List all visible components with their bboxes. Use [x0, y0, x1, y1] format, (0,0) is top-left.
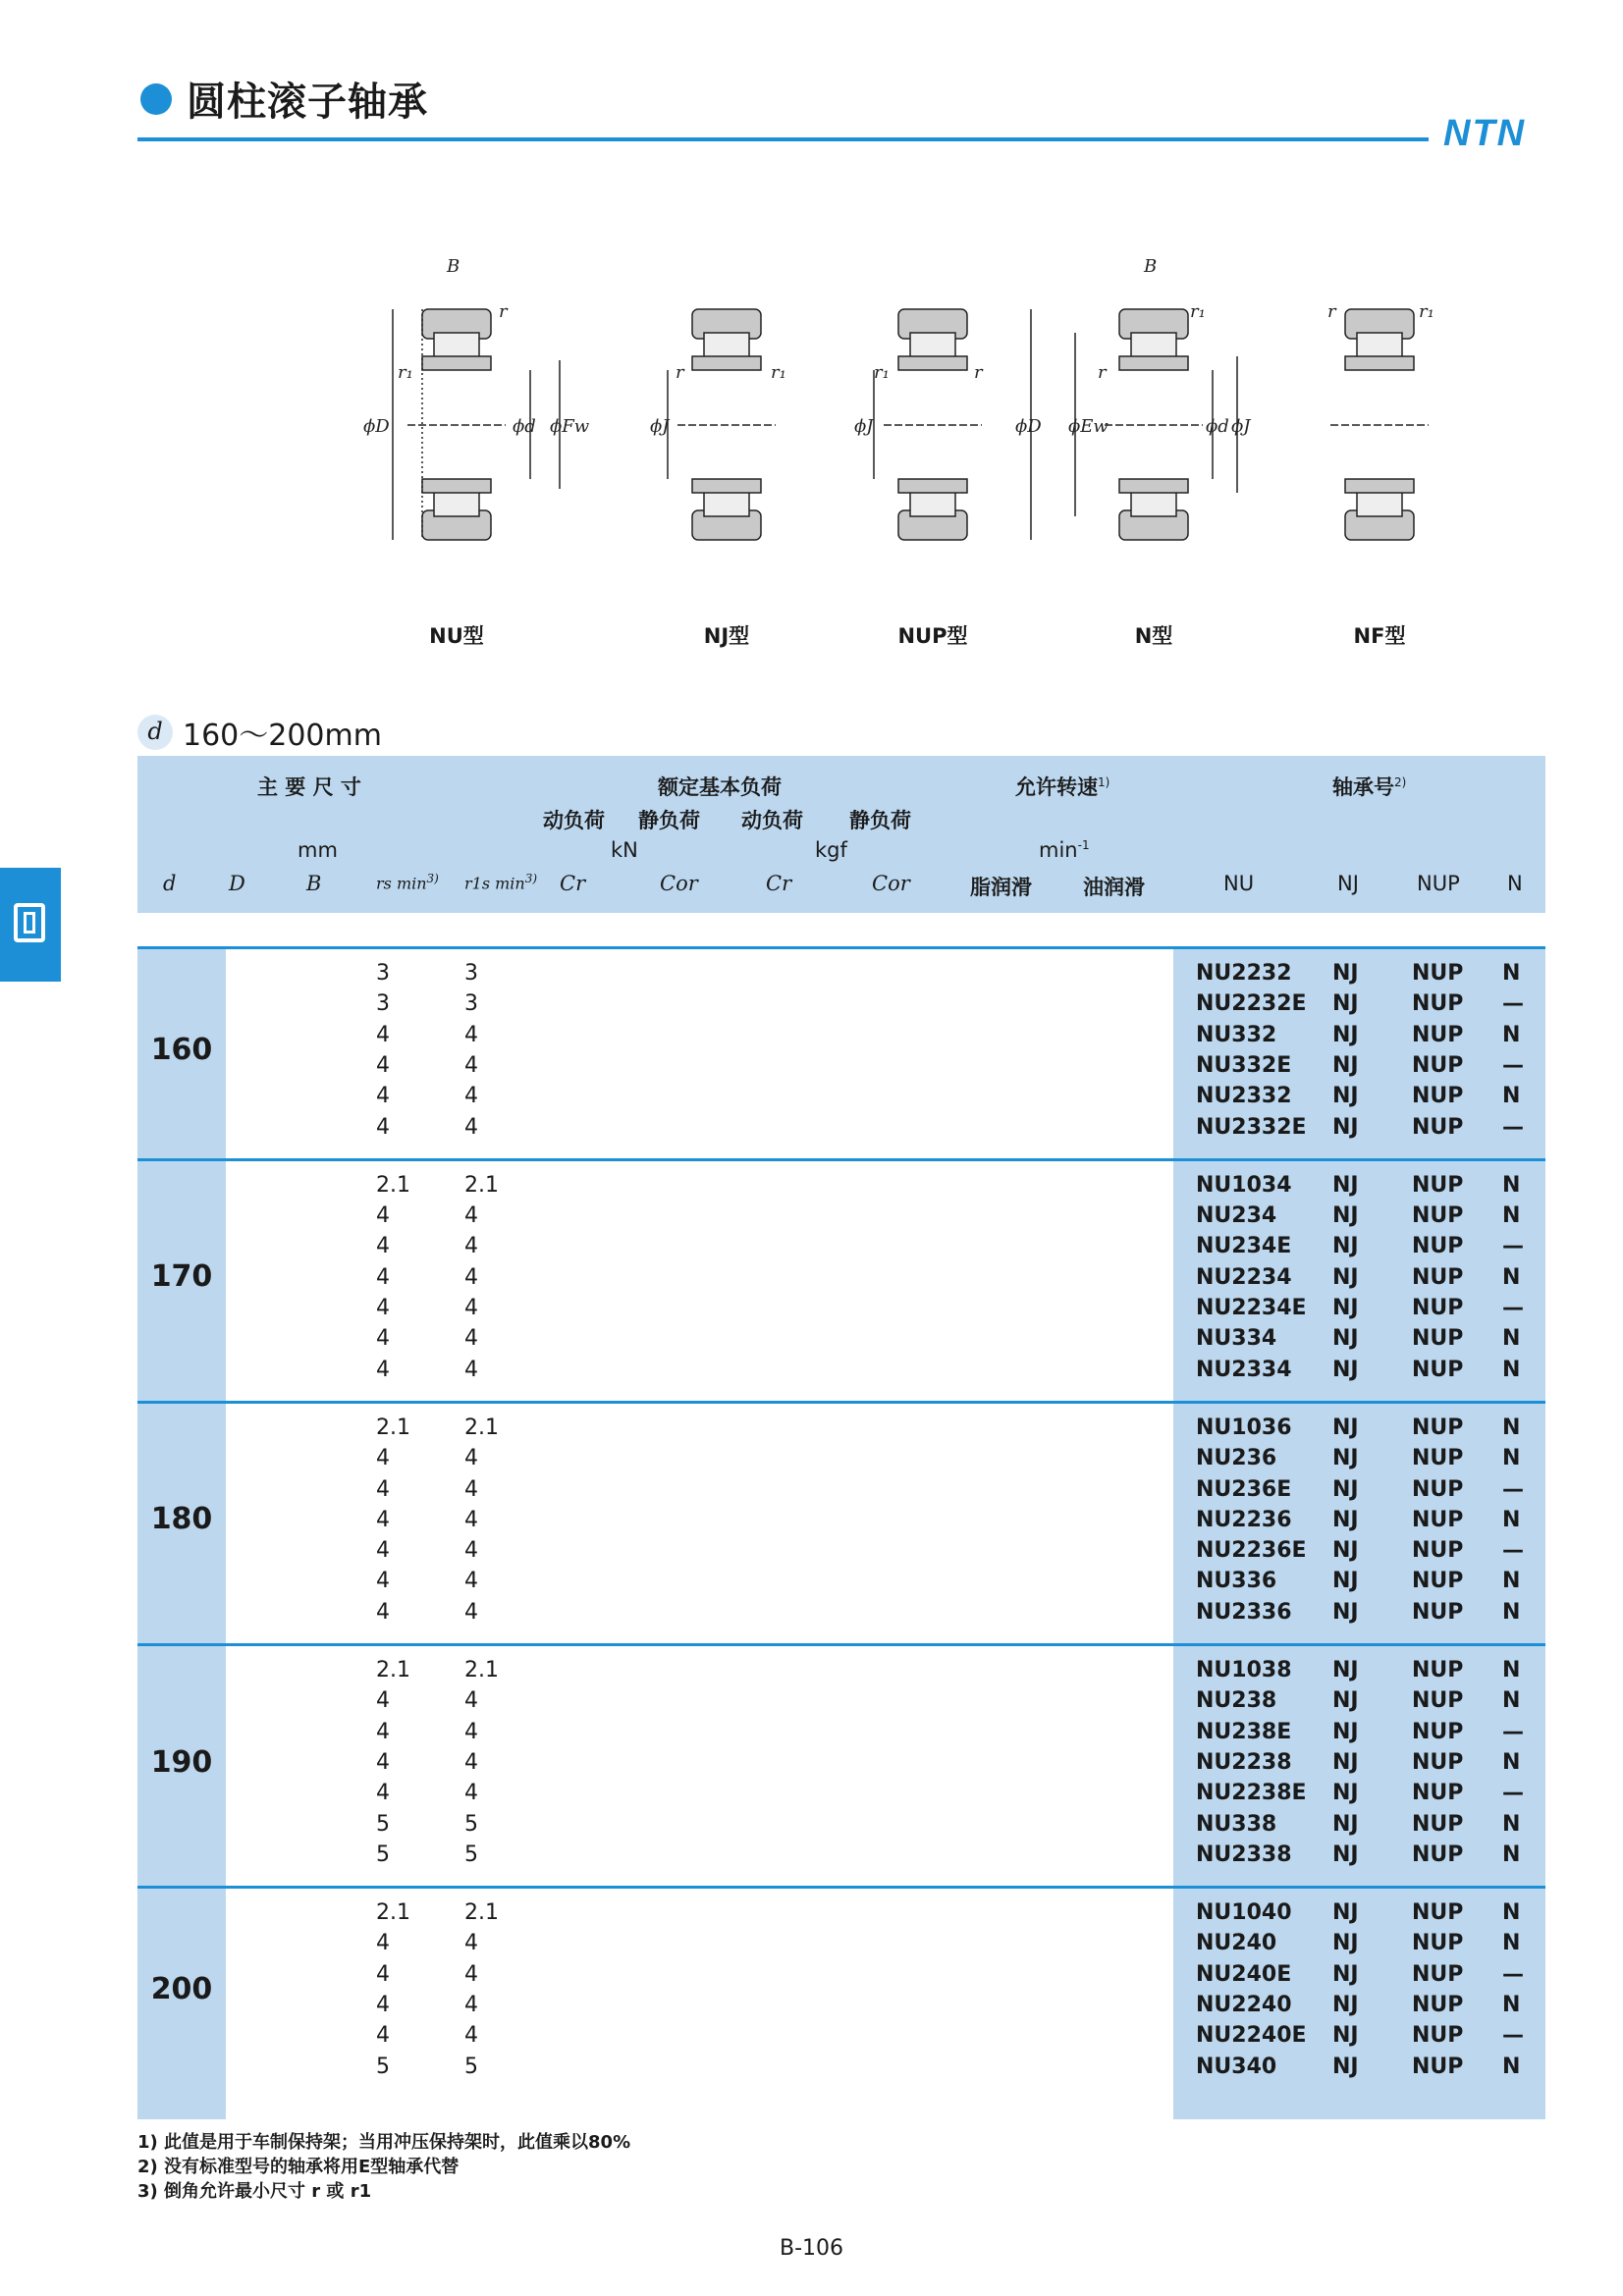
- table-cell: 2.1: [376, 1900, 410, 1926]
- table-cell: 3: [464, 991, 478, 1017]
- group-divider: [137, 1158, 1545, 1161]
- table-cell: 5: [376, 2054, 390, 2079]
- table-cell: 4: [376, 1931, 390, 1956]
- table-cell: N: [1502, 1658, 1521, 1682]
- table-cell: 4: [464, 1264, 478, 1290]
- table-cell: 2.1: [464, 1415, 499, 1440]
- table-cell: 4: [376, 2023, 390, 2049]
- table-cell: 4: [376, 1781, 390, 1806]
- table-cell: NUP: [1412, 961, 1464, 986]
- table-cell: 4: [464, 1114, 478, 1140]
- table-cell: NUP: [1412, 1781, 1464, 1806]
- table-cell: 4: [464, 1781, 478, 1806]
- table-cell: 4: [376, 1084, 390, 1109]
- table-cell: NU234: [1196, 1203, 1277, 1229]
- table-cell: 4: [464, 1296, 478, 1320]
- brand-logo: NTN: [1443, 113, 1527, 154]
- svg-text:r₁: r₁: [398, 362, 413, 383]
- title-bullet-icon: [140, 83, 172, 115]
- table-cell: 4: [464, 1203, 478, 1229]
- table-cell: NUP: [1412, 991, 1464, 1017]
- table-cell: 2.1: [376, 1658, 410, 1682]
- table-cell: —: [1502, 1234, 1524, 1259]
- table-cell: 4: [376, 1052, 390, 1078]
- table-cell: 3: [376, 991, 390, 1017]
- table-cell: NU234E: [1196, 1234, 1292, 1259]
- svg-text:r₁: r₁: [771, 362, 786, 383]
- table-cell: NJ: [1332, 1446, 1359, 1471]
- table-cell: NUP: [1412, 1961, 1464, 1987]
- svg-text:r₁: r₁: [874, 362, 890, 383]
- table-cell: NU238E: [1196, 1719, 1292, 1744]
- table-cell: NU1034: [1196, 1172, 1292, 1198]
- table-cell: NUP: [1412, 1931, 1464, 1956]
- footnote-3: 3) 倒角允许最小尺寸 r 或 r1: [137, 2181, 372, 2202]
- table-cell: NJ: [1332, 1507, 1359, 1532]
- table-cell: NUP: [1412, 1900, 1464, 1926]
- table-cell: NJ: [1332, 1234, 1359, 1259]
- table-cell: NU240: [1196, 1931, 1277, 1956]
- table-cell: NUP: [1412, 1569, 1464, 1594]
- table-cell: 4: [376, 1599, 390, 1625]
- table-cell: 2.1: [464, 1900, 499, 1926]
- table-cell: 4: [376, 1446, 390, 1471]
- table-cell: NU2338: [1196, 1842, 1292, 1867]
- table-cell: NJ: [1332, 1538, 1359, 1564]
- svg-text:r: r: [1098, 362, 1107, 383]
- group-divider: [137, 1401, 1545, 1404]
- table-cell: 5: [464, 2054, 478, 2079]
- table-cell: NJ: [1332, 1961, 1359, 1987]
- svg-text:r₁: r₁: [1190, 301, 1206, 322]
- bearing-section-icon: [14, 903, 45, 942]
- table-cell: NU2332: [1196, 1084, 1292, 1109]
- svg-text:ϕd: ϕd: [513, 416, 536, 437]
- table-cell: 4: [464, 1507, 478, 1532]
- table-cell: NUP: [1412, 1719, 1464, 1744]
- svg-text:ϕD: ϕD: [363, 416, 390, 437]
- table-cell: NJ: [1332, 1599, 1359, 1625]
- group-bore-d: 170: [150, 1259, 213, 1295]
- table-cell: 3: [376, 961, 390, 986]
- table-cell: NUP: [1412, 1052, 1464, 1078]
- table-cell: NJ: [1332, 1203, 1359, 1229]
- table-cell: NUP: [1412, 2023, 1464, 2049]
- table-cell: N: [1502, 1172, 1521, 1198]
- table-cell: N: [1502, 1931, 1521, 1956]
- table-cell: NUP: [1412, 1022, 1464, 1047]
- dim-label: B: [447, 256, 460, 277]
- figure-label-nf: NF型: [1353, 624, 1406, 648]
- table-cell: N: [1502, 1811, 1521, 1837]
- table-cell: 4: [376, 1688, 390, 1714]
- table-cell: 4: [376, 1961, 390, 1987]
- table-cell: —: [1502, 1719, 1524, 1744]
- table-cell: NU2336: [1196, 1599, 1292, 1625]
- footnotes: [137, 2130, 630, 2204]
- table-cell: NU236: [1196, 1446, 1277, 1471]
- table-cell: NU2234: [1196, 1264, 1292, 1290]
- table-cell: 4: [464, 1234, 478, 1259]
- table-cell: NU2332E: [1196, 1114, 1307, 1140]
- figure-label-nu: NU型: [429, 624, 484, 648]
- table-cell: N: [1502, 1415, 1521, 1440]
- table-cell: —: [1502, 1538, 1524, 1564]
- table-cell: 2.1: [464, 1172, 499, 1198]
- table-cell: 4: [376, 1749, 390, 1775]
- table-cell: NU332E: [1196, 1052, 1292, 1078]
- table-cell: 4: [376, 1719, 390, 1744]
- table-cell: —: [1502, 1961, 1524, 1987]
- table-cell: NU2236E: [1196, 1538, 1307, 1564]
- svg-text:r₁: r₁: [1419, 301, 1434, 322]
- group-bore-d: 180: [150, 1502, 213, 1537]
- table-cell: 4: [376, 1326, 390, 1352]
- table-cell: NUP: [1412, 1203, 1464, 1229]
- table-cell: NU2238: [1196, 1749, 1292, 1775]
- title-divider: [137, 137, 1429, 141]
- table-cell: NJ: [1332, 1658, 1359, 1682]
- table-cell: —: [1502, 1296, 1524, 1320]
- table-cell: NUP: [1412, 1658, 1464, 1682]
- table-cell: NJ: [1332, 991, 1359, 1017]
- table-cell: 4: [464, 1326, 478, 1352]
- table-cell: —: [1502, 1781, 1524, 1806]
- table-cell: NUP: [1412, 1446, 1464, 1471]
- table-cell: NUP: [1412, 1538, 1464, 1564]
- table-cell: NUP: [1412, 1688, 1464, 1714]
- table-cell: NU2234E: [1196, 1296, 1307, 1320]
- table-cell: NUP: [1412, 1749, 1464, 1775]
- group-bore-d: 200: [150, 1972, 213, 2006]
- table-cell: NU2238E: [1196, 1781, 1307, 1806]
- table-cell: 2.1: [376, 1415, 410, 1440]
- table-cell: 4: [376, 1296, 390, 1320]
- svg-text:r: r: [499, 301, 508, 322]
- table-cell: NU238: [1196, 1688, 1277, 1714]
- table-cell: N: [1502, 1326, 1521, 1352]
- table-cell: 4: [464, 1931, 478, 1956]
- table-cell: 4: [464, 1749, 478, 1775]
- table-cell: 5: [376, 1811, 390, 1837]
- table-cell: 2.1: [464, 1658, 499, 1682]
- table-cell: NUP: [1412, 1172, 1464, 1198]
- table-cell: 4: [464, 1476, 478, 1502]
- page-number: B-106: [779, 2236, 844, 2261]
- table-cell: NJ: [1332, 1900, 1359, 1926]
- table-cell: NJ: [1332, 1357, 1359, 1382]
- footnote-2: 2) 没有标准型号的轴承将用E型轴承代替: [137, 2157, 460, 2177]
- table-cell: NU240E: [1196, 1961, 1292, 1987]
- table-cell: NUP: [1412, 1842, 1464, 1867]
- table-cell: —: [1502, 991, 1524, 1017]
- table-cell: NJ: [1332, 961, 1359, 986]
- table-cell: —: [1502, 1114, 1524, 1140]
- table-cell: NUP: [1412, 1114, 1464, 1140]
- table-cell: NJ: [1332, 1719, 1359, 1744]
- table-cell: NU1038: [1196, 1658, 1292, 1682]
- table-cell: NU336: [1196, 1569, 1277, 1594]
- table-cell: 4: [376, 1507, 390, 1532]
- table-cell: NU2240: [1196, 1993, 1292, 2017]
- figure-label-nup: NUP型: [897, 624, 968, 648]
- footnote-1: 1) 此值是用于车制保持架；当用冲压保持架时，此值乘以80%: [137, 2132, 631, 2153]
- table-cell: 4: [376, 1264, 390, 1290]
- table-cell: 4: [376, 1234, 390, 1259]
- table-cell: NU2334: [1196, 1357, 1292, 1382]
- table-cell: NU338: [1196, 1811, 1277, 1837]
- table-cell: NJ: [1332, 1172, 1359, 1198]
- table-cell: 5: [464, 1811, 478, 1837]
- table-cell: 3: [464, 961, 478, 986]
- table-cell: NU334: [1196, 1326, 1277, 1352]
- range-text: 160～200mm: [183, 719, 382, 753]
- table-cell: NUP: [1412, 1357, 1464, 1382]
- table-cell: 4: [376, 1114, 390, 1140]
- svg-text:B: B: [1144, 256, 1158, 277]
- svg-text:ϕEw: ϕEw: [1068, 416, 1109, 437]
- table-cell: 4: [464, 1688, 478, 1714]
- table-cell: 4: [464, 1538, 478, 1564]
- group-bore-d: 160: [150, 1032, 213, 1067]
- table-cell: NJ: [1332, 1052, 1359, 1078]
- page-title: 圆柱滚子轴承: [187, 80, 428, 125]
- svg-text:r: r: [1327, 301, 1336, 322]
- table-cell: N: [1502, 1203, 1521, 1229]
- table-cell: N: [1502, 1749, 1521, 1775]
- bearing-type-diagrams: [363, 250, 1443, 594]
- table-cell: NJ: [1332, 1114, 1359, 1140]
- table-cell: NJ: [1332, 1749, 1359, 1775]
- table-cell: 4: [464, 1719, 478, 1744]
- group-bore-d: 190: [150, 1744, 213, 1780]
- table-cell: NJ: [1332, 2054, 1359, 2079]
- table-cell: 2.1: [376, 1172, 410, 1198]
- table-cell: 4: [464, 1022, 478, 1047]
- table-cell: NJ: [1332, 1688, 1359, 1714]
- table-cell: NUP: [1412, 1084, 1464, 1109]
- table-cell: N: [1502, 2054, 1521, 2079]
- figure-label-nj: NJ型: [703, 624, 750, 648]
- table-cell: 4: [376, 1538, 390, 1564]
- table-cell: 5: [464, 1842, 478, 1867]
- table-cell: N: [1502, 1900, 1521, 1926]
- table-cell: N: [1502, 1084, 1521, 1109]
- table-cell: NU2236: [1196, 1507, 1292, 1532]
- table-cell: NUP: [1412, 1264, 1464, 1290]
- table-cell: 4: [376, 1022, 390, 1047]
- table-cell: NUP: [1412, 1234, 1464, 1259]
- svg-text:r: r: [676, 362, 684, 383]
- table-cell: N: [1502, 1022, 1521, 1047]
- table-cell: NJ: [1332, 1931, 1359, 1956]
- table-cell: 4: [376, 1569, 390, 1594]
- table-cell: NUP: [1412, 1415, 1464, 1440]
- table-cell: NJ: [1332, 1993, 1359, 2017]
- table-cell: N: [1502, 1569, 1521, 1594]
- table-cell: NJ: [1332, 1569, 1359, 1594]
- table-cell: N: [1502, 1599, 1521, 1625]
- table-cell: NUP: [1412, 1296, 1464, 1320]
- table-cell: NJ: [1332, 1476, 1359, 1502]
- table-cell: N: [1502, 1357, 1521, 1382]
- table-cell: NJ: [1332, 1326, 1359, 1352]
- svg-text:ϕFw: ϕFw: [550, 416, 590, 437]
- table-cell: NJ: [1332, 2023, 1359, 2049]
- table-cell: 5: [376, 1842, 390, 1867]
- table-cell: NU2240E: [1196, 2023, 1307, 2049]
- table-cell: NJ: [1332, 1842, 1359, 1867]
- table-cell: NJ: [1332, 1415, 1359, 1440]
- table-cell: N: [1502, 1446, 1521, 1471]
- table-cell: NUP: [1412, 1507, 1464, 1532]
- table-cell: 4: [464, 1961, 478, 1987]
- table-cell: 4: [376, 1203, 390, 1229]
- table-cell: NUP: [1412, 1476, 1464, 1502]
- table-cell: 4: [464, 2023, 478, 2049]
- table-cell: 4: [464, 1569, 478, 1594]
- table-cell: —: [1502, 1052, 1524, 1078]
- svg-text:ϕd: ϕd: [1206, 416, 1229, 437]
- table-cell: —: [1502, 1476, 1524, 1502]
- table-cell: N: [1502, 961, 1521, 986]
- group-divider: [137, 1643, 1545, 1646]
- table-cell: NJ: [1332, 1264, 1359, 1290]
- table-cell: NU340: [1196, 2054, 1277, 2079]
- table-cell: 4: [464, 1446, 478, 1471]
- table-cell: NUP: [1412, 2054, 1464, 2079]
- table-cell: 4: [376, 1993, 390, 2017]
- table-cell: —: [1502, 2023, 1524, 2049]
- table-cell: NUP: [1412, 1811, 1464, 1837]
- table-cell: 4: [464, 1993, 478, 2017]
- table-cell: N: [1502, 1688, 1521, 1714]
- table-cell: NJ: [1332, 1781, 1359, 1806]
- table-cell: NU1036: [1196, 1415, 1292, 1440]
- table-cell: 4: [464, 1357, 478, 1382]
- table-cell: N: [1502, 1842, 1521, 1867]
- range-symbol: d: [137, 715, 173, 750]
- table-cell: N: [1502, 1264, 1521, 1290]
- figure-label-n: N型: [1134, 624, 1173, 648]
- table-cell: 4: [376, 1357, 390, 1382]
- svg-text:r: r: [974, 362, 983, 383]
- table-cell: NJ: [1332, 1296, 1359, 1320]
- svg-text:ϕJ: ϕJ: [1231, 416, 1251, 437]
- table-cell: NUP: [1412, 1993, 1464, 2017]
- table-cell: NJ: [1332, 1811, 1359, 1837]
- table-cell: 4: [464, 1599, 478, 1625]
- table-cell: NUP: [1412, 1326, 1464, 1352]
- table-cell: NU236E: [1196, 1476, 1292, 1502]
- svg-text:ϕJ: ϕJ: [650, 416, 670, 437]
- group-divider: [137, 1886, 1545, 1889]
- table-cell: NU332: [1196, 1022, 1277, 1047]
- table-cell: N: [1502, 1507, 1521, 1532]
- svg-text:ϕJ: ϕJ: [854, 416, 874, 437]
- group-divider: [137, 946, 1545, 949]
- table-cell: N: [1502, 1993, 1521, 2017]
- table-cell: NJ: [1332, 1022, 1359, 1047]
- table-cell: NU2232E: [1196, 991, 1307, 1017]
- table-cell: 4: [376, 1476, 390, 1502]
- table-cell: NJ: [1332, 1084, 1359, 1109]
- table-cell: 4: [464, 1084, 478, 1109]
- table-cell: 4: [464, 1052, 478, 1078]
- table-cell: NU2232: [1196, 961, 1292, 986]
- table-cell: NU1040: [1196, 1900, 1292, 1926]
- table-cell: NUP: [1412, 1599, 1464, 1625]
- svg-text:ϕD: ϕD: [1015, 416, 1042, 437]
